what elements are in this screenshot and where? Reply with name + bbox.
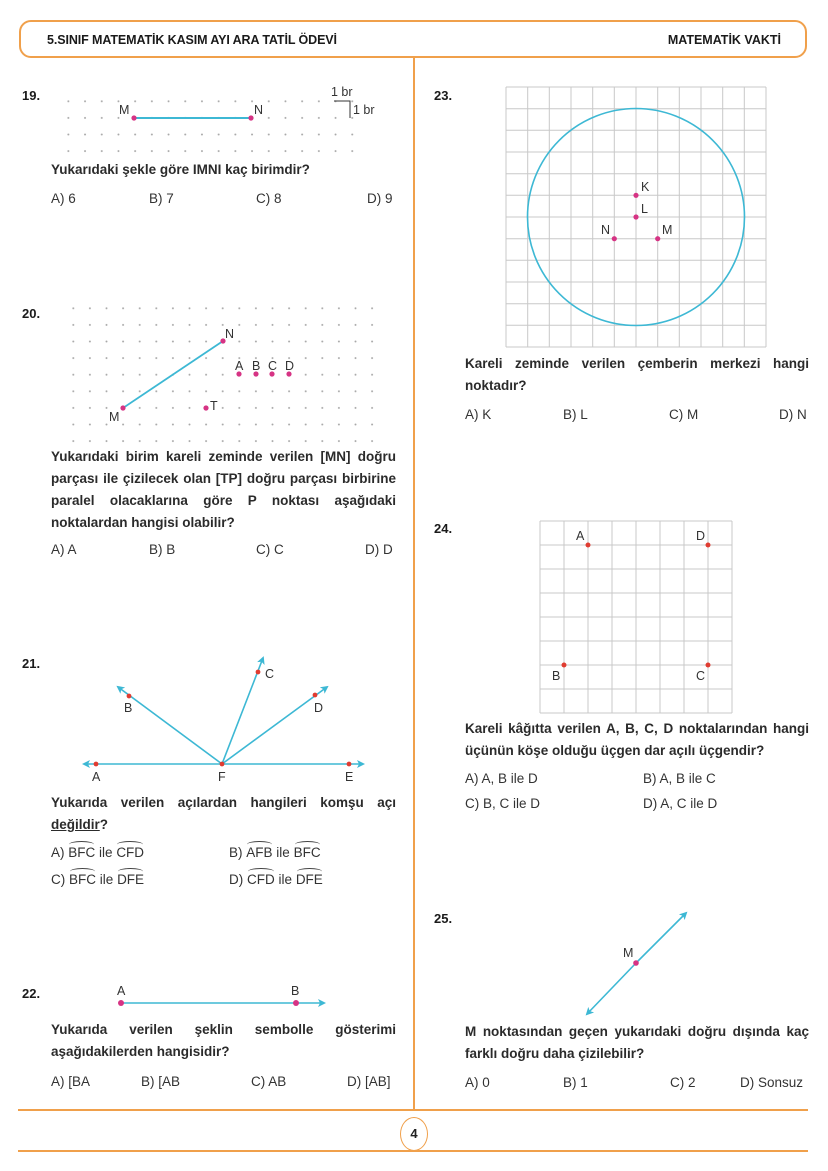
q22-ray-diagram	[117, 984, 324, 1006]
angle-arc-icon: BFC	[69, 872, 97, 887]
label-m: M	[623, 946, 634, 960]
q25-question: M noktasından geçen yukarıdaki doğru dışında kaç farklı doğru daha çizilebilir?	[465, 1024, 809, 1061]
q25-option-d[interactable]: D) Sonsuz	[740, 1075, 804, 1090]
q23-grid-circle	[506, 87, 766, 347]
label-t: T	[210, 399, 218, 413]
q25-option-b[interactable]: B) 1	[563, 1075, 588, 1090]
q23-option-b[interactable]: B) L	[563, 407, 588, 422]
unit-vertical-label: 1 br	[353, 103, 375, 117]
line-half-1	[587, 963, 636, 1014]
q20-number: 20.	[22, 306, 41, 321]
q24-question: Kareli kâğıtta verilen A, B, C, D noktalarından hangi üçünün köşe olduğu üçgen dar açılı üçgendir?	[465, 721, 809, 758]
point-m	[633, 960, 639, 966]
point-b	[293, 1000, 299, 1006]
q23-option-d[interactable]: D) N	[779, 407, 807, 422]
angle-arc-icon: DFE	[295, 872, 323, 887]
point-t	[203, 405, 208, 410]
q25-option-a[interactable]: A) 0	[465, 1075, 490, 1090]
q20-option-a[interactable]: A) A	[51, 542, 77, 557]
label-n: N	[225, 327, 235, 341]
q21-option-d[interactable]: D) CFD ile DFE	[229, 872, 323, 887]
q23-number: 23.	[434, 88, 453, 103]
label-n: N	[601, 223, 611, 237]
angle-arc-icon: DFE	[117, 872, 145, 887]
point-a	[118, 1000, 124, 1006]
q23-question: Kareli zeminde verilen çemberin merkezi hangi noktadır?	[465, 356, 809, 393]
point-d	[706, 543, 711, 548]
worksheet-title: 5.SINIF MATEMATİK KASIM AYI ARA TATİL ÖDEVİ	[47, 33, 337, 47]
angle-arc-icon: AFB	[246, 845, 273, 860]
q24-grid-points	[540, 521, 732, 713]
point-m	[655, 236, 660, 241]
point-f	[220, 762, 225, 767]
point-e	[347, 762, 352, 767]
q20-dot-grid	[65, 300, 380, 449]
label-a: A	[235, 359, 244, 373]
label-b: B	[291, 984, 300, 998]
point-c	[706, 663, 711, 668]
q22-number: 22.	[22, 986, 41, 1001]
label-f: F	[218, 770, 226, 784]
point-m	[131, 115, 136, 120]
unit-horizontal-label: 1 br	[331, 85, 353, 99]
label-n: N	[254, 103, 264, 117]
q20-option-d[interactable]: D) D	[365, 542, 393, 557]
angle-arc-icon: CFD	[247, 872, 275, 887]
label-c: C	[268, 359, 278, 373]
q19-option-d[interactable]: D) 9	[367, 191, 393, 206]
q19-number: 19.	[22, 88, 41, 103]
publisher-brand: MATEMATİK VAKTİ	[667, 33, 781, 47]
q22-option-d[interactable]: D) [AB]	[347, 1074, 391, 1089]
q19-dot-grid	[60, 85, 375, 159]
q21-question	[51, 792, 396, 836]
q21-number: 21.	[22, 656, 41, 671]
ray-fb	[118, 687, 222, 764]
square-grid	[540, 521, 732, 713]
angle-arc-icon: CFD	[116, 845, 145, 860]
q23-option-c[interactable]: C) M	[669, 407, 699, 422]
label-k: K	[641, 180, 650, 194]
ray-fd	[222, 687, 327, 764]
q23-option-a[interactable]: A) K	[465, 407, 492, 422]
point-a	[586, 543, 591, 548]
q25-number: 25.	[434, 911, 453, 926]
q19-option-b[interactable]: B) 7	[149, 191, 174, 206]
q22-option-a[interactable]: A) [BA	[51, 1074, 91, 1089]
label-a: A	[117, 984, 126, 998]
q21-question-end: ?	[99, 817, 109, 832]
q25-line-diagram	[587, 913, 686, 1014]
point-k	[633, 193, 638, 198]
q19-option-c[interactable]: C) 8	[256, 191, 282, 206]
angle-arc-icon: BFC	[293, 845, 321, 860]
label-d: D	[285, 359, 295, 373]
q20-option-c[interactable]: C) C	[256, 542, 284, 557]
point-l	[633, 214, 638, 219]
point-n	[248, 115, 253, 120]
label-m: M	[662, 223, 673, 237]
point-c	[256, 670, 261, 675]
label-b: B	[252, 359, 261, 373]
q20-question: Yukarıdaki birim kareli zeminde verilen [MN] doğru parçası ile çizilecek olan [TP] doğru parçası birbirine paralel olacaklarına göre P noktası aşağıdaki noktalardan hangisi olabilir?	[51, 449, 396, 530]
label-m: M	[119, 103, 130, 117]
q21-question-emphasis: değildir	[51, 817, 100, 832]
q19-option-a[interactable]: A) 6	[51, 191, 76, 206]
line-half-2	[636, 913, 686, 963]
point-n	[612, 236, 617, 241]
q21-option-b[interactable]: B) AFB ile BFC	[229, 845, 321, 860]
point-d	[313, 693, 318, 698]
q24-option-b[interactable]: B) A, B ile C	[643, 771, 716, 786]
label-a: A	[576, 529, 585, 543]
q20-option-b[interactable]: B) B	[149, 542, 176, 557]
label-b: B	[552, 669, 561, 683]
q19-question: Yukarıdaki şekle göre IMNI kaç birimdir?	[51, 162, 310, 177]
q22-question: Yukarıda verilen şeklin sembolle gösterimi aşağıdakilerden hangisidir?	[51, 1022, 396, 1059]
q24-option-d[interactable]: D) A, C ile D	[643, 796, 718, 811]
q25-option-c[interactable]: C) 2	[670, 1075, 696, 1090]
label-c: C	[265, 667, 275, 681]
q24-number: 24.	[434, 521, 453, 536]
point-b	[562, 663, 567, 668]
q21-question-main: Yukarıda verilen açılardan hangileri komşu açı	[51, 795, 396, 810]
angle-arc-icon: BFC	[68, 845, 96, 860]
page-number: 4	[400, 1117, 428, 1151]
label-a: A	[92, 770, 101, 784]
q24-option-c[interactable]: C) B, C ile D	[465, 796, 541, 811]
label-e: E	[345, 770, 354, 784]
label-b: B	[124, 701, 133, 715]
label-m: M	[109, 410, 120, 424]
q21-angle-diagram	[84, 658, 363, 784]
point-a	[94, 762, 99, 767]
q21-option-c[interactable]: C) BFC ile DFE	[51, 872, 145, 887]
label-l: L	[641, 202, 648, 216]
point-b	[127, 694, 132, 699]
label-d: D	[696, 529, 706, 543]
q24-option-a[interactable]: A) A, B ile D	[465, 771, 538, 786]
label-c: C	[696, 669, 706, 683]
q22-option-c[interactable]: C) AB	[251, 1074, 287, 1089]
q21-option-a[interactable]: A) BFC ile CFD	[51, 845, 145, 860]
q22-option-b[interactable]: B) [AB	[141, 1074, 181, 1089]
point-m	[120, 405, 125, 410]
label-d: D	[314, 701, 324, 715]
